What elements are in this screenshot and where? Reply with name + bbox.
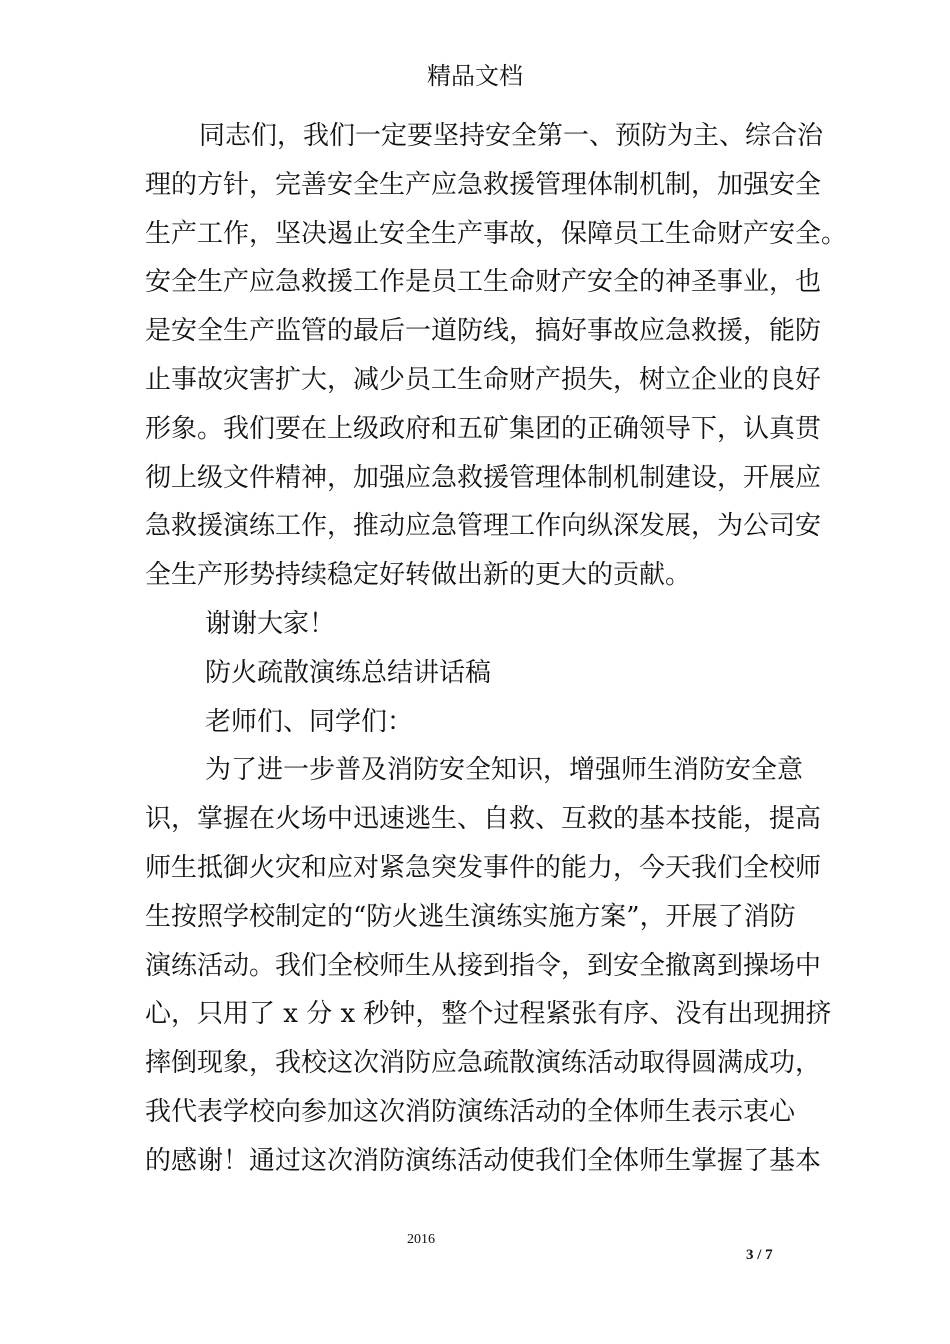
document-body — [145, 112, 848, 1186]
salutation: 老师们、同学们： — [205, 706, 414, 737]
footer-year: 2016 — [407, 1232, 435, 1247]
paragraph-line: 识，掌握在火场中迅速逃生、自救、互救的基本技能，提高 — [145, 804, 822, 835]
paragraph-line: 生按照学校制定的“防火逃生演练实施方案”，开展了消防 — [145, 901, 796, 932]
paragraph-line: 止事故灾害扩大，减少员工生命财产损失，树立企业的良好 — [145, 364, 822, 395]
paragraph-line: 全生产形势持续稳定好转做出新的更大的贡献。 — [145, 560, 692, 591]
page-header-title: 精品文档 — [427, 62, 523, 90]
paragraph-line: 摔倒现象，我校这次消防应急疏散演练活动取得圆满成功， — [145, 1048, 822, 1079]
page-number: 3 / 7 — [746, 1247, 773, 1263]
closing-line: 谢谢大家！ — [205, 608, 336, 639]
paragraph-line: 演练活动。我们全校师生从接到指令，到安全撤离到操场中 — [145, 950, 822, 981]
paragraph-line: 为了进一步普及消防安全知识，增强师生消防安全意 — [205, 755, 804, 786]
paragraph-line: 形象。我们要在上级政府和五矿集团的正确领导下，认真贯 — [145, 413, 822, 444]
paragraph-line: 理的方针，完善安全生产应急救援管理体制机制，加强安全 — [145, 169, 822, 200]
paragraph-line: 的感谢！通过这次消防演练活动使我们全体师生掌握了基本 — [145, 1145, 822, 1176]
paragraph-line: 是安全生产监管的最后一道防线，搞好事故应急救援，能防 — [145, 316, 822, 347]
paragraph-line: 彻上级文件精神，加强应急救援管理体制机制建设，开展应 — [145, 462, 822, 493]
paragraph-line: 同志们，我们一定要坚持安全第一、预防为主、综合治 — [199, 121, 824, 151]
paragraph-line: 我代表学校向参加这次消防演练活动的全体师生表示衷心 — [145, 1096, 796, 1127]
paragraph-line: 安全生产应急救援工作是员工生命财产安全的神圣事业，也 — [145, 267, 822, 298]
paragraph-line: 急救援演练工作，推动应急管理工作向纵深发展，为公司安 — [145, 511, 822, 542]
speech-title: 防火疏散演练总结讲话稿 — [205, 657, 492, 688]
paragraph-line: 师生抵御火灾和应对紧急突发事件的能力，今天我们全校师 — [145, 852, 822, 883]
paragraph-line: 心，只用了 x 分 x 秒钟，整个过程紧张有序、没有出现拥挤 — [145, 999, 832, 1030]
paragraph-line: 生产工作，坚决遏止安全生产事故，保障员工生命财产安全。 — [145, 218, 848, 249]
